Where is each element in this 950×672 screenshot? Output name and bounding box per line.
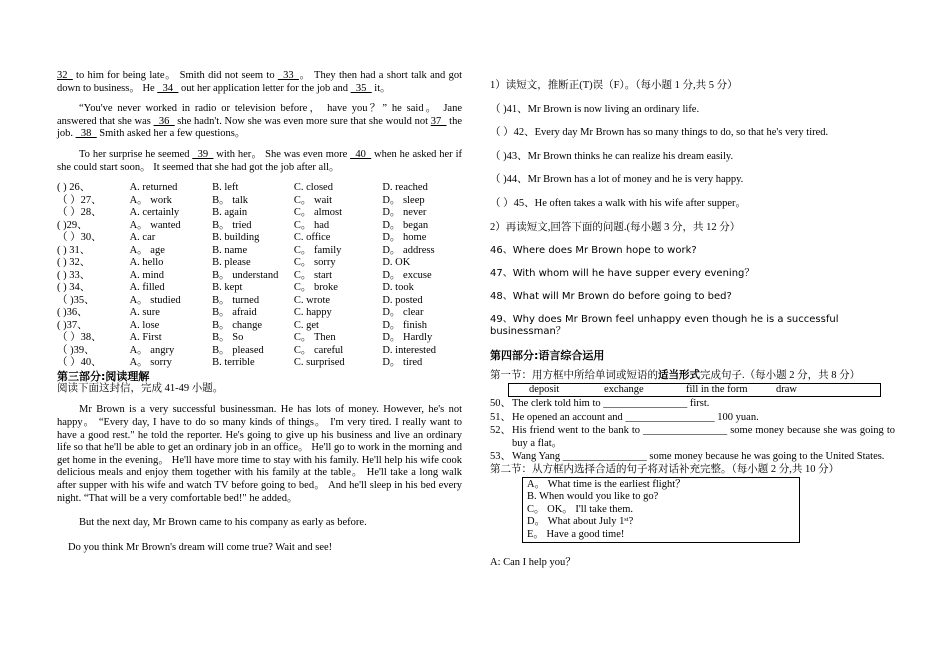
blank-number: _40_ [350,148,372,160]
option-cell: C。 almost [293,207,343,219]
option-cell: A。 angry [129,344,175,356]
option-cell: A。 wanted [129,219,181,231]
paragraph-text: the job. [57,115,463,140]
tf-item: （ ）42、Every day Mr Brown has so many things to do, so that he's very tired. [490,127,829,139]
blank-number: _36_ [153,115,175,127]
option-cell: A. certainly [129,207,180,219]
option-cell: D. reached [382,182,428,194]
question-number: ( ) 32、 [57,257,91,269]
option-cell: D。 sleep [382,194,425,206]
question-number: （ ）40、 [57,357,102,369]
option-row [57,195,462,208]
word-item: fill in the form [686,383,748,395]
option-cell: A. returned [129,182,178,194]
question-number: （ )39、 [57,344,95,356]
option-cell: C. surprised [293,357,345,369]
option-cell: B. building [212,232,260,244]
option-cell: B。 pleased [212,344,264,356]
paragraph-text: it。 [371,82,391,94]
option-cell: C. happy [293,307,332,319]
cloze-paragraph-1 [57,70,462,95]
option-cell: A. First [129,332,162,344]
word-item: exchange [604,383,644,395]
option-cell: D。 finish [382,319,427,331]
reading-paragraph-3: Do you think Mr Brown's dream will come true? Wait and see! [68,541,333,553]
section3-instructions: 阅读下面这封信，完成 41-49 小题。 [57,382,224,394]
blank-number: _38_ [75,128,97,140]
question-number: ( ) 31、 [57,244,91,256]
fill-number: 53、 [490,451,511,463]
qa-item: 46、Where does Mr Brown hope to work? [490,245,697,257]
option-row [57,270,462,283]
option-cell: D。 began [382,219,429,231]
option-cell: A。 work [129,194,172,206]
s4-part1-text: 第一节：用方框中所给单词或短语的 [490,370,658,382]
fill-item [490,425,895,450]
qa-item: 49、Why does Mr Brown feel unhappy even though he is a successful businessman？ [490,314,839,338]
option-cell: B. again [212,207,248,219]
dialog-line-1: A: Can I help you？ [490,557,576,568]
s4-part2-instructions: 第二节：从方框内选择合适的句子将对话补充完整。（每小题 2 分,共 10 分） [490,463,840,475]
tf-item: （ )43、Mr Brown thinks he can realize his dream easily. [490,150,734,162]
s4-part1-instructions [490,370,895,383]
option-row [57,320,462,333]
qa-item: 48、What will Mr Brown do before going to bed? [490,291,732,303]
dialog-option: D。 What about July 1ˢᵗ? [527,516,634,527]
option-cell: B. please [212,257,251,269]
option-cell: D. took [382,282,414,294]
paragraph-text: out her application letter for the job and [178,82,351,94]
blank-number: _33_ [277,70,299,81]
tf-item: （ )44、Mr Brown has a lot of money and he is very happy. [490,174,744,186]
option-row [57,282,462,295]
option-cell: D。 tired [382,357,423,369]
paragraph-text: to him for being late。 Smith did not seem to [72,70,278,81]
option-cell: D. interested [382,344,436,356]
dialog-options-box [522,477,800,544]
dialog-option: A。 What time is the earliest flight？ [527,478,686,490]
cloze-paragraph-3 [57,149,462,174]
question-number: （ )35、 [57,294,95,306]
option-cell: D。 Hardly [382,332,433,344]
dialog-option: B. When would you like to go? [527,491,659,502]
option-cell: C. wrote [293,294,331,306]
fill-sentence: His friend went to the bank to ________________ some money because she was going to buy a flat。 [512,425,895,449]
fill-sentence: He opened an account and _________________ 100 yuan. [512,411,759,423]
option-cell: B。 afraid [212,307,257,319]
option-cell: C。 sorry [293,257,336,269]
option-cell: C。 family [293,244,342,256]
left-column [57,70,462,554]
option-cell: B。 So [212,332,244,344]
option-cell: D。 never [382,207,427,219]
right-column [490,80,895,570]
option-cell: C。 start [293,269,333,281]
fill-number: 52、 [490,425,511,437]
question-number: （ ）27、 [57,194,102,206]
question-number: （ ）28、 [57,207,102,219]
option-row [57,182,462,195]
option-cell: A。 studied [129,294,181,306]
option-cell: C. closed [293,182,333,194]
option-row [57,357,462,370]
word-box [508,383,881,397]
paragraph-text: when he asked her if she could start soon。 It seemed that she had got the job after all。 [57,148,462,173]
fill-sentence: Wang Yang ________________ some money because he was going to the United States. [512,451,885,463]
reading-paragraph-1: Mr Brown is a very successful businessman. He has lots of money. However, he's not happy。 “Every day, I have to do so many kinds of things。 I'm very tired. I really want to have a good rest." he told the reporter. He's going to give up his business and live an ordinary life so that he'll be able to get an ordinary job in an office。 He'll go to work in the morning and get home in the evening。 He'll have more time to stay with his family. He'll help his wife cook delicious meals and enjoy them together with his family at the table。 He'll take a long walk after supper with his wife and watch TV before going to bed。 And he'll sleep in his bed every night. “That will be a very comfortable bed!" he added。 [57,404,462,504]
question-number: （ ）38、 [57,332,102,344]
paragraph-text: with her。 She was even more [213,148,351,160]
question-number: ( ) 34、 [57,282,91,294]
option-cell: C。 Then [293,332,336,344]
option-row [57,345,462,358]
fill-number: 50、 [490,397,511,409]
fill-item [490,451,895,464]
dialog-option: C。 OK。 I'll take them. [527,503,633,515]
option-cell: C. office [293,232,331,244]
paragraph-text: “You've never worked in radio or television before， have you？” he said。 Jane answered that she was [57,103,462,127]
option-cell: C。 had [293,219,330,231]
option-cell: C。 careful [293,344,344,356]
blank-number: _39_ [192,148,214,160]
option-cell: B。 change [212,319,262,331]
tf-list [490,104,895,211]
s4-part1-bold: 适当形式 [658,370,700,382]
option-cell: B. kept [212,282,243,294]
option-cell: A. sure [129,307,160,319]
tf-item: （ ）45、He often takes a walk with his wife after supper。 [490,197,747,209]
fill-list [490,398,895,464]
paragraph-text: Smith asked her a few questions。 [96,128,246,140]
option-cell: A。 age [129,244,165,256]
option-cell: A. filled [129,282,165,294]
question-number: ( )29、 [57,219,88,231]
qa-list [490,245,895,338]
option-row [57,245,462,258]
question-number: ( ) 33、 [57,269,91,281]
option-row [57,232,462,245]
option-cell: D。 excuse [382,269,432,281]
paragraph-text: 。 They then had a short talk and got down to business。 He [57,70,462,94]
s4-part1-text-end: 完成句子.（每小题 2 分，共 8 分） [700,370,861,382]
option-cell: D。 clear [382,307,424,319]
option-cell: D。 home [382,232,427,244]
blank-number: 37_ [430,115,447,127]
cloze-paragraph-2 [57,103,462,141]
option-cell: B。 understand [212,269,279,281]
option-cell: A. mind [129,269,165,281]
option-cell: B。 talk [212,194,248,206]
dialog-option: E。 Have a good time! [527,528,625,540]
option-cell: C. get [293,319,319,331]
tf-item: （ )41、Mr Brown is now living an ordinary life. [490,103,700,115]
qa-item: 47、With whom will he have supper every evening？ [490,268,755,280]
question-number: （ ）30、 [57,232,102,244]
option-row [57,220,462,233]
option-cell: D. posted [382,294,423,306]
qa-instructions: 2）再读短文,回答下面的问题.(每小题 3 分，共 12 分） [490,221,741,233]
paragraph-text: To her surprise he seemed [79,148,193,160]
fill-sentence: The clerk told him to ________________ first. [512,397,710,409]
option-cell: B. left [212,182,239,194]
fill-number: 51、 [490,411,511,423]
section3-title: 第三部分:阅读理解 [57,369,150,383]
option-row [57,332,462,345]
option-cell: D。 address [382,244,435,256]
option-cell: A. car [129,232,156,244]
paragraph-text: she hadn't. Now she was even more sure that she would not [174,115,431,127]
tf-instructions: 1）读短文，推断正(T)误（F）。（每小题 1 分,共 5 分） [490,80,738,91]
option-cell: C。 wait [293,194,333,206]
question-number: ( )37、 [57,319,88,331]
fill-item [490,398,895,411]
question-number: ( ) 26、 [57,182,91,194]
option-cell: A. hello [129,257,164,269]
question-number: ( )36、 [57,307,88,319]
blank-number: 32_ [57,70,73,81]
option-cell: B. name [212,244,248,256]
word-item: draw [776,383,797,395]
option-cell: B。 tried [212,219,252,231]
section4-title: 第四部分:语言综合运用 [490,349,605,363]
option-row [57,207,462,220]
blank-number: _35_ [350,82,372,94]
option-row [57,257,462,270]
blank-number: _34_ [157,82,179,94]
option-cell: C。 broke [293,282,338,294]
reading-paragraph-2: But the next day, Mr Brown came to his company as early as before. [79,517,367,529]
option-cell: B. terrible [212,357,255,369]
word-item: deposit [529,383,560,395]
option-cell: B。 turned [212,294,260,306]
option-row [57,295,462,308]
fill-item [490,412,895,425]
option-cell: A. lose [129,319,160,331]
cloze-options-table [57,182,462,370]
option-cell: A。 sorry [129,357,172,369]
option-row [57,307,462,320]
option-cell: D. OK [382,257,411,269]
